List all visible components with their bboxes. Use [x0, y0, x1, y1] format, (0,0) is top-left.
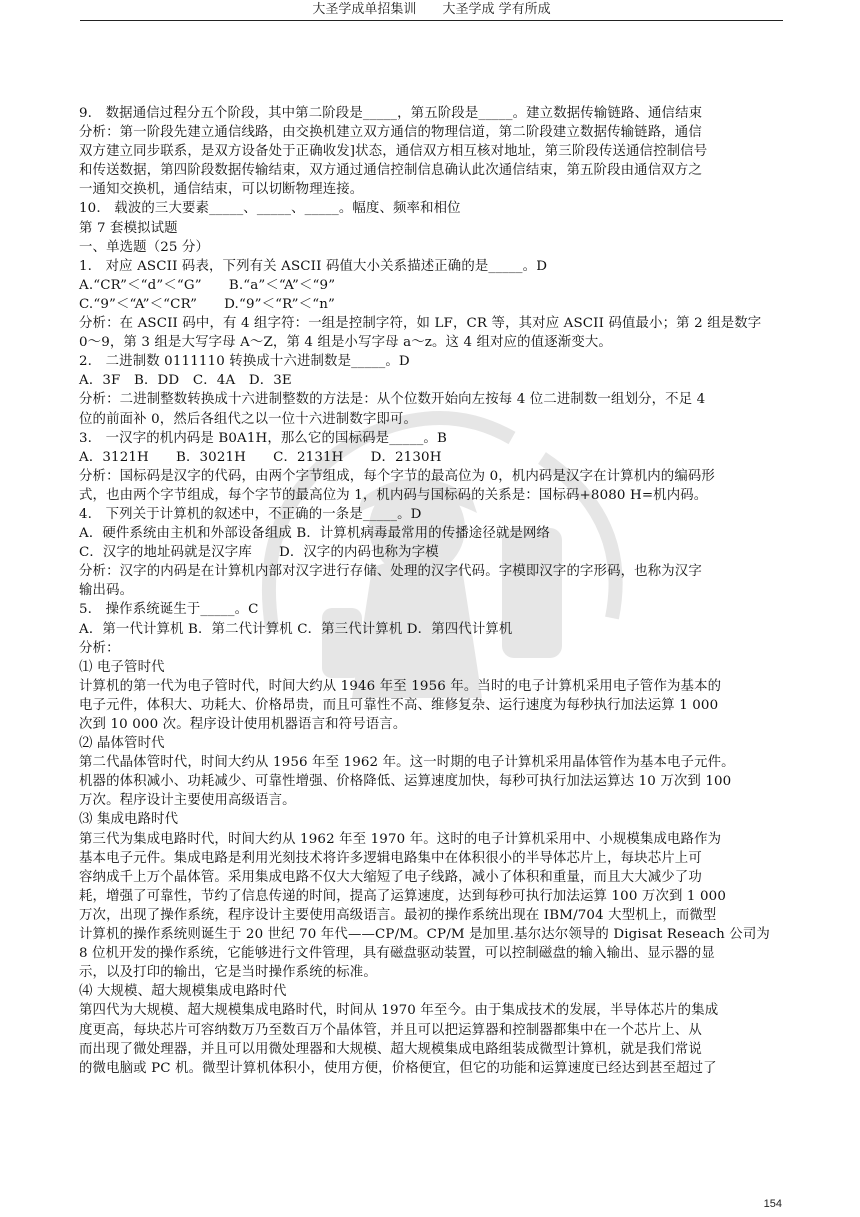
text-line: 分析：在 ASCII 码中，有 4 组字符：一组是控制字符，如 LF，CR 等，其对应 ASCII 码值最小；第 2 组是数字 [79, 316, 762, 332]
text-line: 双方建立同步联系，是双方设备处于正确收发]状态，通信双方相互核对地址，第三阶段传送通信控制信号 [79, 144, 708, 160]
text-line: 第四代为大规模、超大规模集成电路时代，时间从 1970 年至今。由于集成技术的发展，半导体芯片的集成 [79, 1003, 719, 1019]
subsection-heading: ⑴ 电子管时代 [79, 659, 165, 675]
text-line: 8 位机开发的操作系统，它能够进行文件管理，具有磁盘驱动装置，可以控制磁盘的输入输出、显示器的显 [79, 946, 715, 962]
option-line: C.“9”＜“A”＜“CR” D.“9”＜“R”＜“n” [79, 296, 335, 312]
text-line: 机器的体积减小、功耗减少、可靠性增强、价格降低、运算速度加快，每秒可执行加法运算达 10 万次到 100 [79, 774, 732, 790]
section-heading: 第 7 套模拟试题 [79, 220, 178, 236]
text-line: 第二代晶体管时代，时间大约从 1956 年至 1962 年。这一时期的电子计算机采用晶体管作为基本电子元件。 [79, 755, 735, 771]
text-line: 输出码。 [79, 583, 134, 599]
text-line: 次到 10 000 次。程序设计使用机器语言和符号语言。 [79, 717, 407, 732]
option-line: C．汉字的地址码就是汉字库 D．汉字的内码也称为字模 [79, 545, 439, 561]
page-header [80, 0, 783, 21]
subsection-heading: ⑶ 集成电路时代 [79, 812, 179, 828]
text-line: 计算机的第一代为电子管时代，时间大约从 1946 年至 1956 年。当时的电子计算机采用电子管作为基本的 [79, 678, 722, 694]
text-line: 万次，出现了操作系统，程序设计主要使用高级语言。最初的操作系统出现在 IBM/704 大型机上，而微型 [79, 907, 717, 923]
question-line: 4. 下列关于计算机的叙述中，不正确的一条是_____。D [79, 506, 422, 522]
subsection-heading: ⑵ 晶体管时代 [79, 736, 165, 752]
text-line: 度更高，每块芯片可容纳数万乃至数百万个晶体管，并且可以把运算器和控制器都集中在一个芯片上、从 [79, 1022, 702, 1038]
text-line: 分析： [79, 640, 120, 656]
option-line: A．3121H B．3021H C．2131H D．2130H [79, 449, 442, 465]
text-line: 分析：二进制整数转换成十六进制整数的方法是：从个位数开始向左按每 4 位二进制数一组划分，不足 4 [79, 392, 706, 408]
text-line: 万次。程序设计主要使用高级语言。 [79, 793, 296, 809]
text-line: 示，以及打印的输出，它是当时操作系统的标准。 [79, 965, 377, 981]
document-body [79, 104, 784, 1078]
text-line: 0～9，第 3 组是大写字母 A～Z，第 4 组是小写字母 a～z。这 4 组对应的值逐渐变大。 [79, 335, 612, 351]
question-line: 2. 二进制数 0111110 转换成十六进制数是_____。D [79, 354, 410, 370]
option-line: A．3F B．DD C．4A D．3E [79, 373, 292, 389]
header-left-text: 大圣学成单招集训 [312, 2, 417, 17]
section-heading: 一、单选题（25 分） [79, 239, 210, 255]
option-line: A．硬件系统由主机和外部设备组成 B．计算机病毒最常用的传播途径就是网络 [79, 526, 551, 542]
text-line: 和传送数据，第四阶段数据传输结束，双方通过通信控制信息确认此次通信结束，第五阶段由通信双方之 [79, 163, 702, 179]
option-line: A.“CR”＜“d”＜“G” B.“a”＜“A”＜“9” [79, 277, 336, 293]
text-line: 电子元件，体积大、功耗大、价格昂贵，而且可靠性不高、维修复杂、运行速度为每秒执行加法运算 1 000 [79, 697, 719, 713]
text-line: 容纳成千上万个晶体管。采用集成电路不仅大大缩短了电子线路，减小了体积和重量，而且大大减少了功 [79, 869, 702, 885]
text-line: 计算机的操作系统则诞生于 20 世纪 70 年代——CP/M。CP/M 是加里.基尔达尔领导的 Digisat Reseach 公司为 [79, 927, 770, 943]
text-line: 基本电子元件。集成电路是利用光刻技术将许多逻辑电路集中在体积很小的半导体芯片上，每块芯片上可 [79, 850, 702, 866]
text-line: 式，也由两个字节组成，每个字节的最高位为 1，机内码与国标码的关系是：国标码+8080 H=机内码。 [79, 487, 708, 503]
text-line: 位的前面补 0，然后各组代之以一位十六进制数字即可。 [79, 411, 418, 427]
text-line: 耗，增强了可靠性，节约了信息传递的时间，提高了运算速度，达到每秒可执行加法运算 100 万次到 1 000 [79, 888, 727, 904]
text-line: 10. 载波的三大要素_____、_____、_____。幅度、频率和相位 [79, 201, 461, 217]
question-line: 5. 操作系统诞生于_____。C [79, 602, 259, 618]
text-line: 分析：汉字的内码是在计算机内部对汉字进行存储、处理的汉字代码。字模即汉字的字形码，也称为汉字 [79, 564, 702, 580]
page-number: 154 [763, 1198, 782, 1210]
text-line: 第三代为集成电路时代，时间大约从 1962 年至 1970 年。这时的电子计算机采用中、小规模集成电路作为 [79, 831, 722, 847]
text-line: 一通知交换机，通信结束，可以切断物理连接。 [79, 182, 364, 198]
text-line: 分析：第一阶段先建立通信线路，由交换机建立双方通信的物理信道，第二阶段建立数据传输链路，通信 [79, 125, 702, 141]
option-line: A．第一代计算机 B．第二代计算机 C．第三代计算机 D．第四代计算机 [79, 621, 513, 637]
question-line: 1. 对应 ASCII 码表，下列有关 ASCII 码值大小关系描述正确的是_____。D [79, 258, 548, 274]
question-line: 3. 一汉字的机内码是 B0A1H，那么它的国标码是_____。B [79, 430, 447, 446]
text-line: 分析：国标码是汉字的代码，由两个字节组成，每个字节的最高位为 0，机内码是汉字在计算机内的编码形 [79, 468, 715, 484]
text-line: 而出现了微处理器，并且可以用微处理器和大规模、超大规模集成电路组装成微型计算机，就是我们常说 [79, 1041, 702, 1057]
subsection-heading: ⑷ 大规模、超大规模集成电路时代 [79, 984, 287, 1000]
text-line: 的微电脑或 PC 机。微型计算机体积小，使用方便，价格便宜，但它的功能和运算速度已经达到甚至超过了 [79, 1060, 717, 1076]
header-right-text: 大圣学成 学有所成 [442, 2, 551, 17]
text-line: 9. 数据通信过程分五个阶段，其中第二阶段是_____，第五阶段是_____。建立数据传输链路、通信结束 [79, 106, 703, 121]
